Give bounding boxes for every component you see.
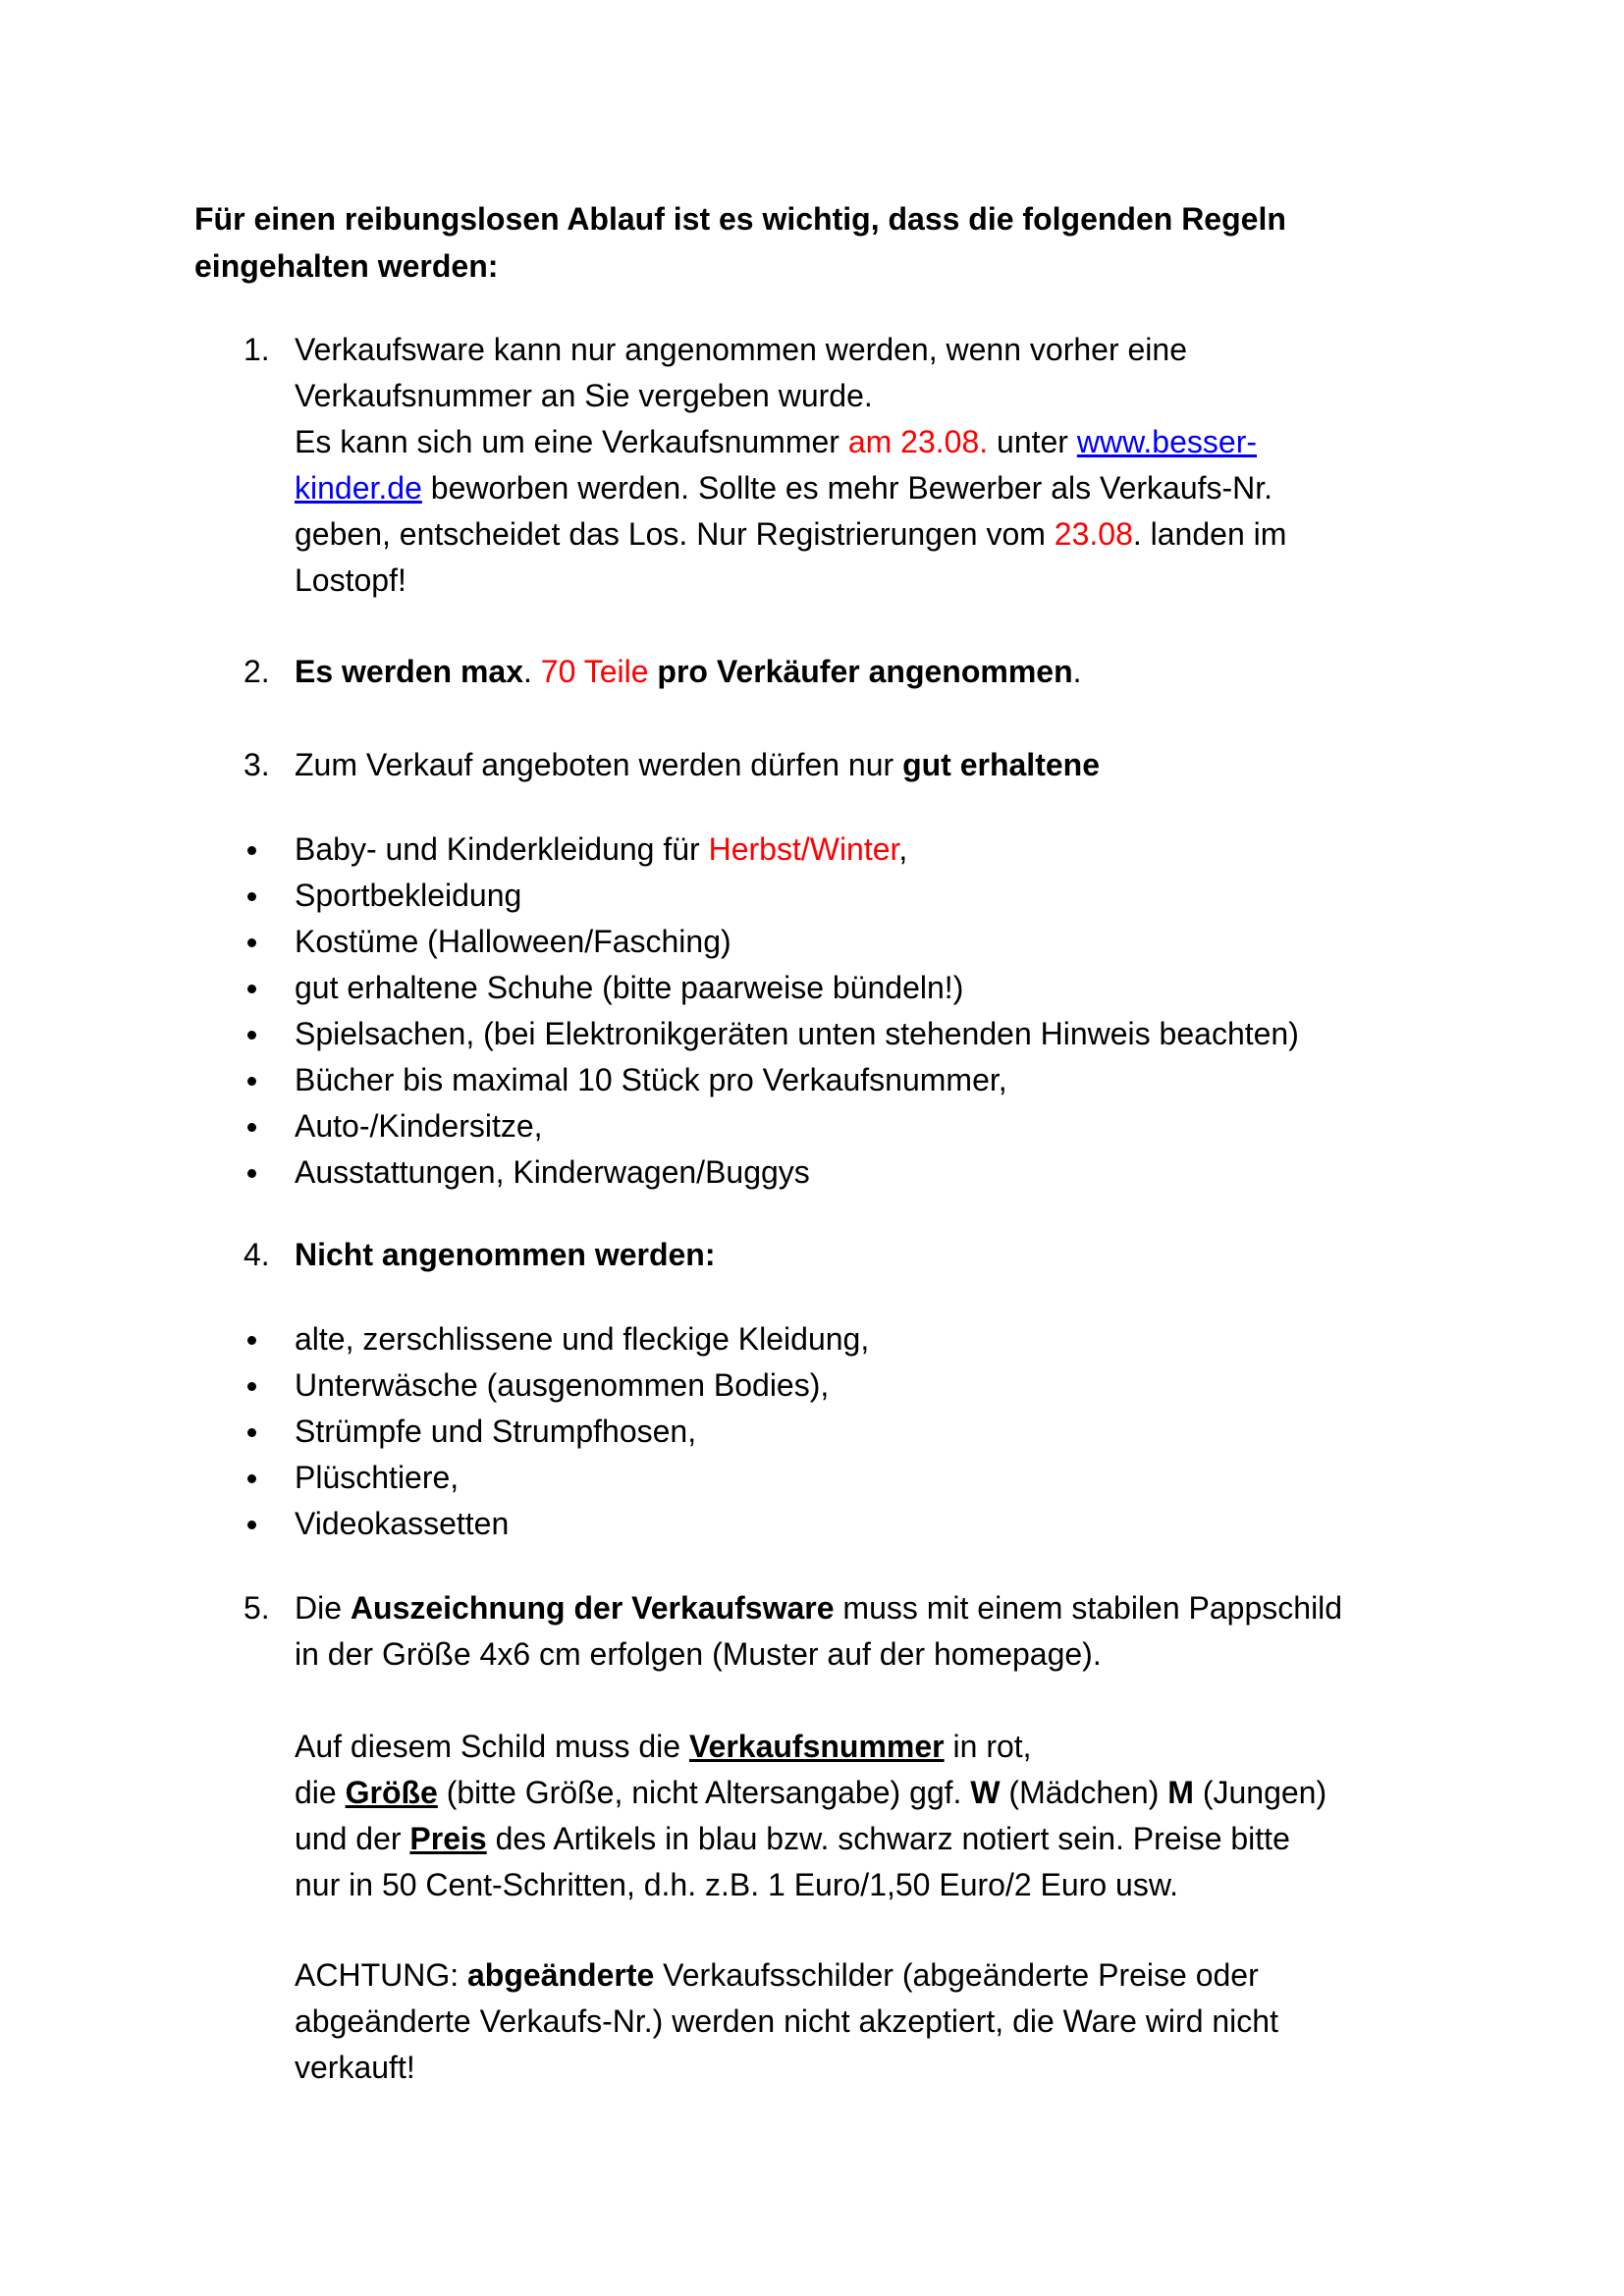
text-segment: Kostüme (Halloween/Fasching) — [295, 924, 731, 959]
text-segment: beworben werden. Sollte es mehr Bewerber als Verkaufs-Nr. — [421, 470, 1273, 506]
text-segment: . — [523, 654, 541, 689]
text-segment: gut erhaltene Schuhe (bitte paarweise bündeln!) — [295, 970, 964, 1005]
text-line — [295, 511, 1286, 558]
website-link[interactable]: kinder.de — [295, 470, 422, 506]
text-segment: Preis — [409, 1821, 487, 1856]
text-segment: Baby- und Kinderkleidung für — [295, 831, 709, 867]
highlight-text: 70 Teile — [540, 654, 649, 689]
text-segment: abgeänderte — [467, 1957, 655, 1993]
bullet-icon — [247, 938, 256, 947]
text-segment: Ausstattungen, Kinderwagen/Buggys — [295, 1154, 810, 1190]
text-segment: Auf diesem Schild muss die — [295, 1729, 689, 1764]
text-segment: Verkaufsnummer — [688, 1729, 945, 1764]
text-segment: . — [1072, 654, 1082, 689]
bullet-icon — [247, 1474, 256, 1483]
text-segment: Videokassetten — [295, 1506, 510, 1541]
text-line — [295, 1362, 829, 1409]
text-segment: abgeänderte Verkaufs-Nr.) werden nicht akzeptiert, die Ware wird nicht — [295, 2003, 1278, 2039]
text-line — [295, 373, 873, 419]
bullet-icon — [247, 846, 256, 855]
text-segment: Nicht angenommen werden: — [295, 1237, 716, 1272]
text-segment: W — [970, 1775, 1001, 1810]
bullet-icon — [247, 892, 256, 901]
text-line — [295, 742, 1100, 788]
text-segment: und der — [295, 1821, 410, 1856]
text-line — [295, 327, 1187, 373]
bullet-icon — [247, 1428, 256, 1437]
text-line — [295, 1631, 1102, 1678]
text-segment: Verkaufsware kann nur angenommen werden, wenn vorher eine — [295, 332, 1187, 367]
text-line — [295, 1952, 1259, 1999]
text-line — [295, 1057, 1007, 1103]
text-segment: M — [1167, 1775, 1194, 1810]
text-line — [295, 419, 1257, 465]
text-segment: Strümpfe und Strumpfhosen, — [295, 1414, 697, 1449]
text-segment: Zum Verkauf angeboten werden dürfen nur — [295, 747, 903, 782]
text-line — [295, 1724, 1032, 1770]
text-segment: nur in 50 Cent-Schritten, d.h. z.B. 1 Euro/1,50 Euro/2 Euro usw. — [295, 1867, 1179, 1902]
text-line — [295, 1149, 810, 1196]
text-line — [295, 558, 406, 604]
text-segment: . landen im — [1132, 516, 1287, 552]
text-line — [295, 1316, 869, 1362]
text-segment: Es kann sich um eine Verkaufsnummer — [295, 424, 848, 459]
text-line — [295, 873, 521, 919]
highlight-text: am 23.08. — [847, 424, 989, 459]
text-line — [295, 1501, 509, 1547]
text-segment: unter — [988, 424, 1077, 459]
bullet-icon — [247, 1169, 256, 1178]
bullet-icon — [247, 1382, 256, 1391]
text-segment: Sportbekleidung — [295, 878, 522, 913]
text-line — [295, 1409, 696, 1455]
bullet-icon — [247, 1077, 256, 1086]
text-segment: verkauft! — [295, 2050, 415, 2085]
bullet-icon — [247, 1336, 256, 1345]
bullet-icon — [247, 1031, 256, 1040]
text-segment: geben, entscheidet das Los. Nur Registrierungen vom — [295, 516, 1055, 552]
text-segment: Verkaufsschilder (abgeänderte Preise oder — [654, 1957, 1259, 1993]
text-segment: Plüschtiere, — [295, 1460, 460, 1495]
text-line — [295, 465, 1272, 511]
list-number: 2. — [244, 654, 270, 689]
text-segment: Auto-/Kindersitze, — [295, 1108, 543, 1144]
text-segment: Verkaufsnummer an Sie vergeben wurde. — [295, 378, 873, 413]
text-segment: Lostopf! — [295, 562, 406, 598]
highlight-text: Herbst/Winter — [708, 831, 899, 867]
text-segment: (Mädchen) — [1000, 1775, 1168, 1810]
text-line — [295, 1862, 1178, 1908]
text-segment: eingehalten werden: — [194, 248, 499, 284]
list-number: 1. — [244, 332, 270, 367]
list-number: 3. — [244, 747, 270, 782]
text-line — [295, 1816, 1290, 1862]
text-line — [295, 827, 907, 873]
bullet-icon — [247, 1123, 256, 1132]
text-line — [295, 649, 1082, 695]
text-segment: in rot, — [944, 1729, 1032, 1764]
text-segment: Spielsachen, (bei Elektronikgeräten unten stehenden Hinweis beachten) — [295, 1016, 1299, 1051]
text-segment: in der Größe 4x6 cm erfolgen (Muster auf der homepage). — [295, 1636, 1102, 1672]
text-line — [295, 965, 963, 1011]
text-line — [295, 919, 731, 965]
text-line — [295, 1011, 1299, 1057]
text-segment: pro Verkäufer angenommen — [648, 654, 1073, 689]
text-segment: (Jungen) — [1193, 1775, 1327, 1810]
text-line — [295, 1585, 1342, 1631]
text-segment: Unterwäsche (ausgenommen Bodies), — [295, 1367, 830, 1403]
text-line — [295, 1103, 543, 1149]
website-link[interactable]: www.besser- — [1076, 424, 1257, 459]
text-line — [295, 1455, 459, 1501]
highlight-text: 23.08 — [1054, 516, 1133, 552]
list-number: 4. — [244, 1237, 270, 1272]
text-line — [295, 1770, 1326, 1816]
text-segment: , — [898, 831, 908, 867]
bullet-icon — [247, 985, 256, 993]
text-segment: Für einen reibungslosen Ablauf ist es wichtig, dass die folgenden Regeln — [194, 201, 1286, 237]
bullet-icon — [247, 1521, 256, 1529]
text-segment: Größe — [345, 1775, 438, 1810]
text-line — [194, 196, 1286, 242]
text-segment: des Artikels in blau bzw. schwarz notiert sein. Preise bitte — [486, 1821, 1290, 1856]
text-segment: alte, zerschlissene und fleckige Kleidung, — [295, 1321, 870, 1357]
text-segment: gut erhaltene — [902, 747, 1100, 782]
text-segment: ACHTUNG: — [295, 1957, 467, 1993]
text-segment: Bücher bis maximal 10 Stück pro Verkaufsnummer, — [295, 1062, 1007, 1097]
text-segment: (bitte Größe, nicht Altersangabe) ggf. — [437, 1775, 971, 1810]
text-segment: muss mit einem stabilen Pappschild — [834, 1590, 1343, 1626]
text-segment: die — [295, 1775, 346, 1810]
text-line — [295, 1232, 716, 1278]
text-segment: Es werden max — [295, 654, 523, 689]
text-line — [295, 2045, 415, 2091]
text-line — [295, 1999, 1278, 2045]
text-segment: Auszeichnung der Verkaufsware — [350, 1590, 835, 1626]
text-segment: Die — [295, 1590, 351, 1626]
list-number: 5. — [244, 1590, 270, 1626]
text-line — [194, 243, 498, 290]
